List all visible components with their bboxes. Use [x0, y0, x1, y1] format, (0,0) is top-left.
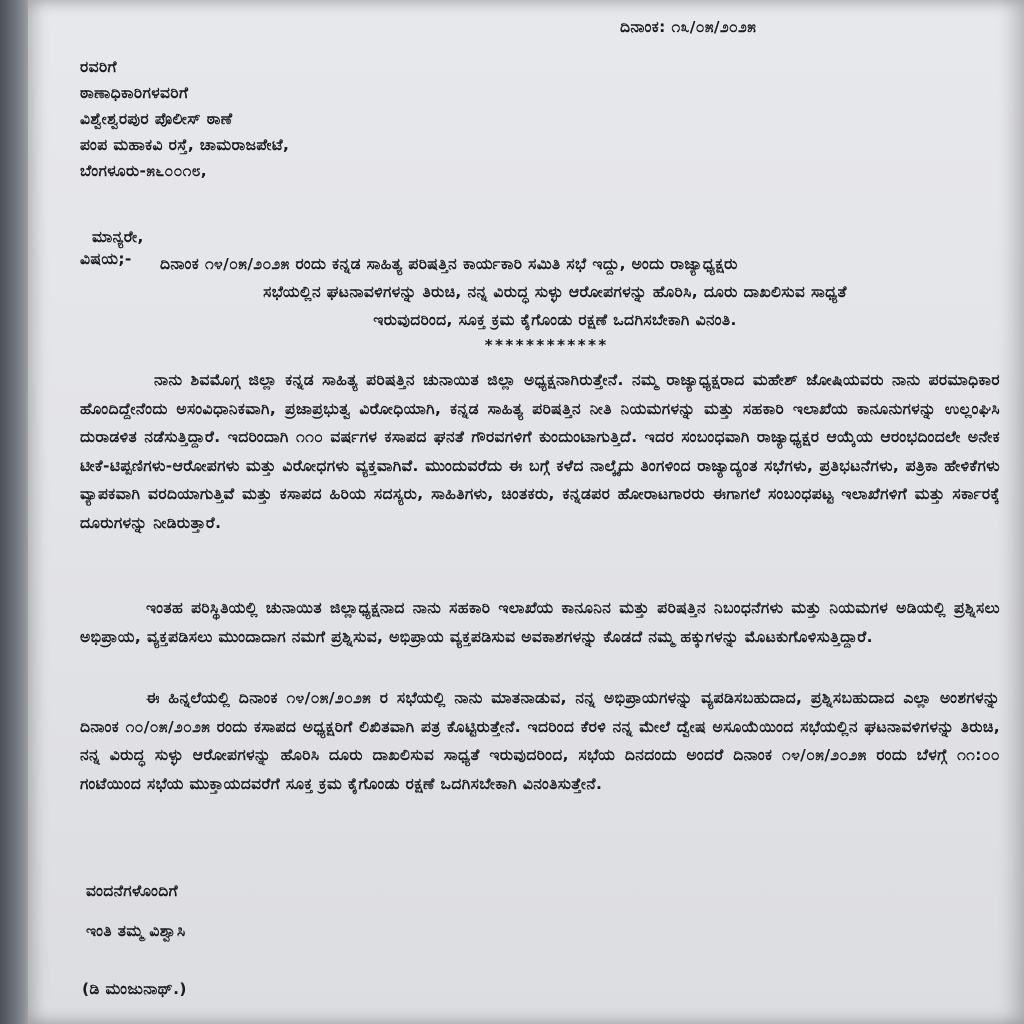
recipient-line-4: ಪಂಪ ಮಹಾಕವಿ ರಸ್ತೆ, ಚಾಮರಾಜಪೇಟೆ,	[80, 136, 290, 154]
recipient-line-5: ಬೆಂಗಳೂರು-೫೬೦೦೧೮,	[80, 162, 208, 180]
recipient-line-2: ಠಾಣಾಧಿಕಾರಿಗಳವರಿಗೆ	[80, 84, 189, 102]
body-paragraph-2: ಇಂತಹ ಪರಿಸ್ಥಿತಿಯಲ್ಲಿ ಚುನಾಯಿತ ಜಿಲ್ಲಾಧ್ಯಕ್ಷನಾದ ನಾನು ಸಹಕಾರಿ ಇಲಾಖೆಯ ಕಾನೂನಿನ ಮತ್ತು ಪರಿಷತ್ತಿನ ನಿಬಂಧನೆಗಳು ಮತ್ತು ನಿಯಮಗಳ ಅಡಿಯಲ್ಲಿ ಪ್ರಶ್ನಿಸಲು ಅಭಿಪ್ರಾಯ, ವ್ಯಕ್ತಪಡಿಸಲು ಮುಂದಾದಾಗ ನಮಗೆ ಪ್ರಶ್ನಿಸುವ, ಅಭಿಪ್ರಾಯ ವ್ಯಕ್ತಪಡಿಸುವ ಅವಕಾಶಗಳನ್ನು ಕೊಡದೆ ನಮ್ಮ ಹಕ್ಕುಗಳನ್ನು ಮೊಟಕುಗೊಳಿಸುತ್ತಿದ್ದಾರೆ.	[80, 599, 1000, 646]
body-paragraph-1: ನಾನು ಶಿವಮೊಗ್ಗ ಜಿಲ್ಲಾ ಕನ್ನಡ ಸಾಹಿತ್ಯ ಪರಿಷತ್ತಿನ ಚುನಾಯಿತ ಜಿಲ್ಲಾ ಅಧ್ಯಕ್ಷನಾಗಿರುತ್ತೇನೆ. ನಮ್ಮ ರಾಜ್ಯಾಧ್ಯಕ್ಷರಾದ ಮಹೇಶ್ ಜೋಷಿಯವರು ನಾನು ಪರಮಾಧಿಕಾರ ಹೊಂದಿದ್ದೇನೆಂದು ಅಸಂವಿಧಾನಿಕವಾಗಿ, ಪ್ರಜಾಪ್ರಭುತ್ವ ವಿರೋಧಿಯಾಗಿ, ಕನ್ನಡ ಸಾಹಿತ್ಯ ಪರಿಷತ್ತಿನ ನೀತಿ ನಿಯಮಗಳನ್ನು ಮತ್ತು ಸಹಕಾರಿ ಇಲಾಖೆಯ ಕಾನೂನುಗಳನ್ನು ಉಲ್ಲಂಘಿಸಿ ದುರಾಡಳಿತ ನಡೆಸುತ್ತಿದ್ದಾರೆ. ಇದರಿಂದಾಗಿ ೧೧೦ ವರ್ಷಗಳ ಕಸಾಪದ ಘನತೆ ಗೌರವಗಳಿಗೆ ಕುಂದುಂಟಾಗುತ್ತಿದೆ. ಇದರ ಸಂಬಂಧವಾಗಿ ರಾಜ್ಯಾಧ್ಯಕ್ಷರ ಆಯ್ಕೆಯ ಆರಂಭದಿಂದಲೇ ಅನೇಕ ಟೀಕೆ-ಟಿಪ್ಪಣಿಗಳು-ಆರೋಪಗಳು ಮತ್ತು ವಿರೋಧಗಳು ವ್ಯಕ್ತವಾಗಿವೆ. ಮುಂದುವರೆದು ಈ ಬಗ್ಗೆ ಕಳೆದ ನಾಲ್ಕೈದು ತಿಂಗಳಿಂದ ರಾಜ್ಯಾದ್ಯಂತ ಸಭೆಗಳು, ಪ್ರತಿಭಟನೆಗಳು, ಪತ್ರಿಕಾ ಹೇಳಿಕೆಗಳು ವ್ಯಾಪಕವಾಗಿ ವರದಿಯಾಗುತ್ತಿವೆ ಮತ್ತು ಕಸಾಪದ ಹಿರಿಯ ಸದಸ್ಯರು, ಸಾಹಿತಿಗಳು, ಚಿಂತಕರು, ಕನ್ನಡಪರ ಹೋರಾಟಗಾರರು ಈಗಾಗಲೆ ಸಂಬಂಧಪಟ್ಟ ಇಲಾಖೆಗಳಿಗೆ ಮತ್ತು ಸರ್ಕಾರಕ್ಕೆ ದೂರುಗಳನ್ನು ನೀಡಿರುತ್ತಾರೆ.	[80, 371, 1000, 532]
recipient-line-1: ರವರಿಗೆ	[80, 58, 117, 76]
closing-line-1: ವಂದನೆಗಳೊಂದಿಗೆ	[86, 882, 179, 900]
subject-line-3: ಇರುವುದರಿಂದ, ಸೂಕ್ತ ಕ್ರಮ ಕೈಗೊಂಡು ರಕ್ಷಣೆ ಒದಗಿಸಬೇಕಾಗಿ ವಿನಂತಿ.	[373, 311, 737, 329]
body-paragraph-3: ಈ ಹಿನ್ನಲೆಯಲ್ಲಿ ದಿನಾಂಕ ೧೪/೦೫/೨೦೨೫ ರ ಸಭೆಯಲ್ಲಿ ನಾನು ಮಾತನಾಡುವ, ನನ್ನ ಅಭಿಪ್ರಾಯಗಳನ್ನು ವ್ಯಪಡಿಸಬಹುದಾದ, ಪ್ರಶ್ನಿಸಬಹುದಾದ ಎಲ್ಲಾ ಅಂಶಗಳನ್ನು ದಿನಾಂಕ ೧೦/೦೫/೨೦೨೫ ರಂದು ಕಸಾಪದ ಅಧ್ಯಕ್ಷರಿಗೆ ಲಿಖಿತವಾಗಿ ಪತ್ರ ಕೊಟ್ಟಿರುತ್ತೇನೆ. ಇದರಿಂದ ಕೆರಳಿ ನನ್ನ ಮೇಲೆ ದ್ವೇಷ ಅಸೂಯೆಯಿಂದ ಸಭೆಯಲ್ಲಿನ ಘಟನಾವಳಿಗಳನ್ನು ತಿರುಚಿ, ನನ್ನ ವಿರುದ್ಧ ಸುಳ್ಳು ಆರೋಪಗಳನ್ನು ಹೊರಿಸಿ ದೂರು ದಾಖಲಿಸುವ ಸಾಧ್ಯತೆ ಇರುವುದರಿಂದ, ಸಭೆಯ ದಿನದಂದು ಅಂದರೆ ದಿನಾಂಕ ೧೪/೦೫/೨೦೨೫ ರಂದು ಬೆಳಗ್ಗೆ ೧೧:೦೦ ಗಂಟೆಯಿಂದ ಸಭೆಯ ಮುಕ್ತಾಯದವರೆಗೆ ಸೂಕ್ತ ಕ್ರಮ ಕೈಗೊಂಡು ರಕ್ಷಣೆ ಒದಗಿಸಬೇಕಾಗಿ ವಿನಂತಿಸುತ್ತೇನೆ.	[80, 689, 1000, 793]
subject-line-2: ಸಭೆಯಲ್ಲಿನ ಘಟನಾವಳಿಗಳನ್ನು ತಿರುಚಿ, ನನ್ನ ವಿರುದ್ಧ ಸುಳ್ಳು ಆರೋಪಗಳನ್ನು ಹೊರಿಸಿ, ದೂರು ದಾಖಲಿಸುವ ಸಾಧ್ಯತೆ	[263, 283, 847, 301]
subject-line-1: ದಿನಾಂಕ ೧೪/೦೫/೨೦೨೫ ರಂದು ಕನ್ನಡ ಸಾಹಿತ್ಯ ಪರಿಷತ್ತಿನ ಕಾರ್ಯಕಾರಿ ಸಮಿತಿ ಸಭೆ ಇದ್ದು, ಅಂದು ರಾಜ್ಯಾಧ್ಯಕ್ಷರು	[160, 255, 738, 273]
letter-date: ದಿನಾಂಕ: ೧೩/೦೫/೨೦೨೫	[620, 18, 757, 36]
subject-label: ವಿಷಯ;-	[80, 250, 132, 268]
recipient-line-3: ವಿಶ್ವೇಶ್ವರಪುರ ಪೊಲೀಸ್ ಠಾಣೆ	[80, 110, 233, 128]
separator-stars: ************	[484, 336, 608, 354]
salutation: ಮಾನ್ಯರೇ,	[92, 228, 144, 246]
signature-name: (ಡಿ ಮಂಜುನಾಥ್.)	[82, 980, 187, 998]
closing-line-2: ಇಂತಿ ತಮ್ಮ ವಿಶ್ವಾಸಿ	[86, 922, 186, 940]
